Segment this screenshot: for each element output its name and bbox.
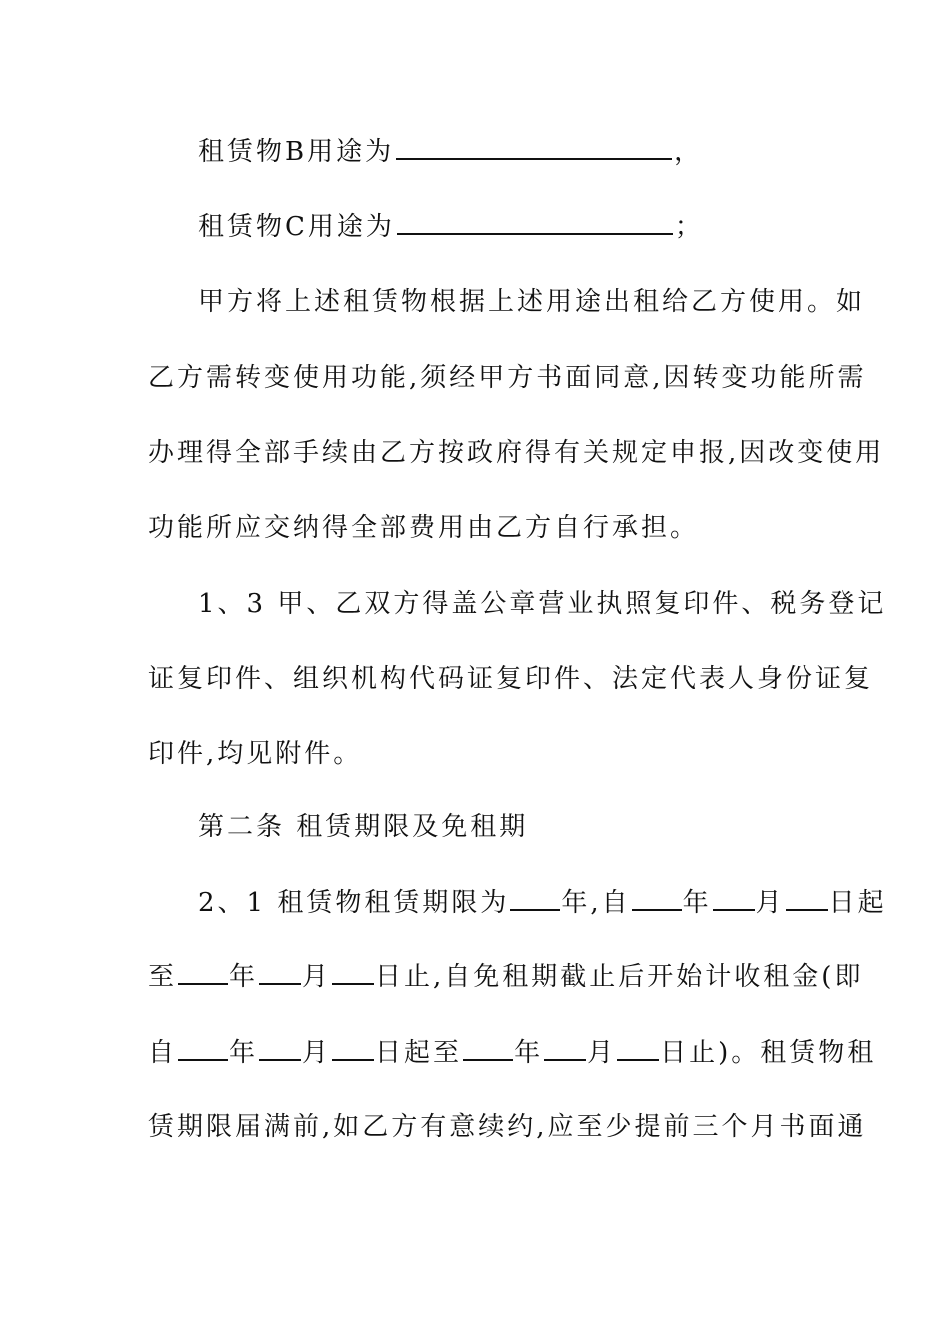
text-segment: 自 bbox=[148, 1038, 178, 1068]
blank-year bbox=[178, 961, 228, 985]
blank-year bbox=[463, 1037, 513, 1061]
text-segment: 日起 bbox=[828, 888, 887, 918]
text-segment: 年 bbox=[229, 962, 259, 992]
blank-years bbox=[510, 887, 560, 911]
blank-year bbox=[178, 1037, 228, 1061]
line-usage-c bbox=[198, 211, 878, 242]
blank-month bbox=[259, 1037, 301, 1061]
text-segment: 日止)。租赁物租 bbox=[660, 1038, 877, 1068]
text-segment: 年 bbox=[514, 1038, 544, 1068]
paragraph-line: 1、3 甲、乙双方得盖公章营业执照复印件、税务登记 bbox=[198, 589, 887, 619]
lease-end-line bbox=[148, 961, 864, 992]
text-segment: 2、1 租赁物租赁期限为 bbox=[198, 888, 510, 918]
blank-year bbox=[632, 887, 682, 911]
section-heading: 第二条 租赁期限及免租期 bbox=[198, 812, 529, 842]
paragraph-line: 证复印件、组织机构代码证复印件、法定代表人身份证复 bbox=[148, 664, 874, 694]
text-segment: 月 bbox=[587, 1038, 617, 1068]
text-segment: 日止,自免租期截止后开始计收租金(即 bbox=[375, 962, 864, 992]
text-segment: 月 bbox=[755, 888, 785, 918]
paragraph-line: 办理得全部手续由乙方按政府得有关规定申报,因改变使用 bbox=[148, 438, 885, 468]
text-segment: 年 bbox=[229, 1038, 259, 1068]
blank-day bbox=[786, 887, 828, 911]
paragraph-line: 印件,均见附件。 bbox=[148, 739, 363, 769]
paragraph-line: 功能所应交纳得全部费用由乙方自行承担。 bbox=[148, 513, 700, 543]
line-usage-b bbox=[198, 136, 878, 167]
blank-month bbox=[544, 1037, 586, 1061]
paragraph-line: 甲方将上述租赁物根据上述用途出租给乙方使用。如 bbox=[198, 287, 866, 317]
text-segment: 年 bbox=[682, 888, 712, 918]
rent-period-line bbox=[148, 1037, 877, 1068]
text-segment: 日起至 bbox=[375, 1038, 463, 1068]
blank-month bbox=[259, 961, 301, 985]
usage-c-label: 租赁物C用途为 bbox=[198, 212, 395, 242]
usage-b-label: 租赁物B用途为 bbox=[198, 137, 395, 167]
text-segment: 至 bbox=[148, 962, 178, 992]
text-segment: 月 bbox=[302, 1038, 332, 1068]
text-segment: 月 bbox=[302, 962, 332, 992]
usage-c-punct: ； bbox=[674, 212, 704, 242]
blank-day bbox=[617, 1037, 659, 1061]
usage-b-blank bbox=[396, 136, 672, 160]
blank-day bbox=[332, 961, 374, 985]
usage-c-blank bbox=[397, 211, 673, 235]
text-segment: 年,自 bbox=[561, 888, 631, 918]
paragraph-line: 赁期限届满前,如乙方有意续约,应至少提前三个月书面通 bbox=[148, 1112, 867, 1142]
blank-month bbox=[713, 887, 755, 911]
usage-b-punct: ， bbox=[674, 137, 704, 167]
paragraph-line: 乙方需转变使用功能,须经甲方书面同意,因转变功能所需 bbox=[148, 363, 867, 393]
lease-term-line bbox=[198, 887, 887, 918]
blank-day bbox=[332, 1037, 374, 1061]
